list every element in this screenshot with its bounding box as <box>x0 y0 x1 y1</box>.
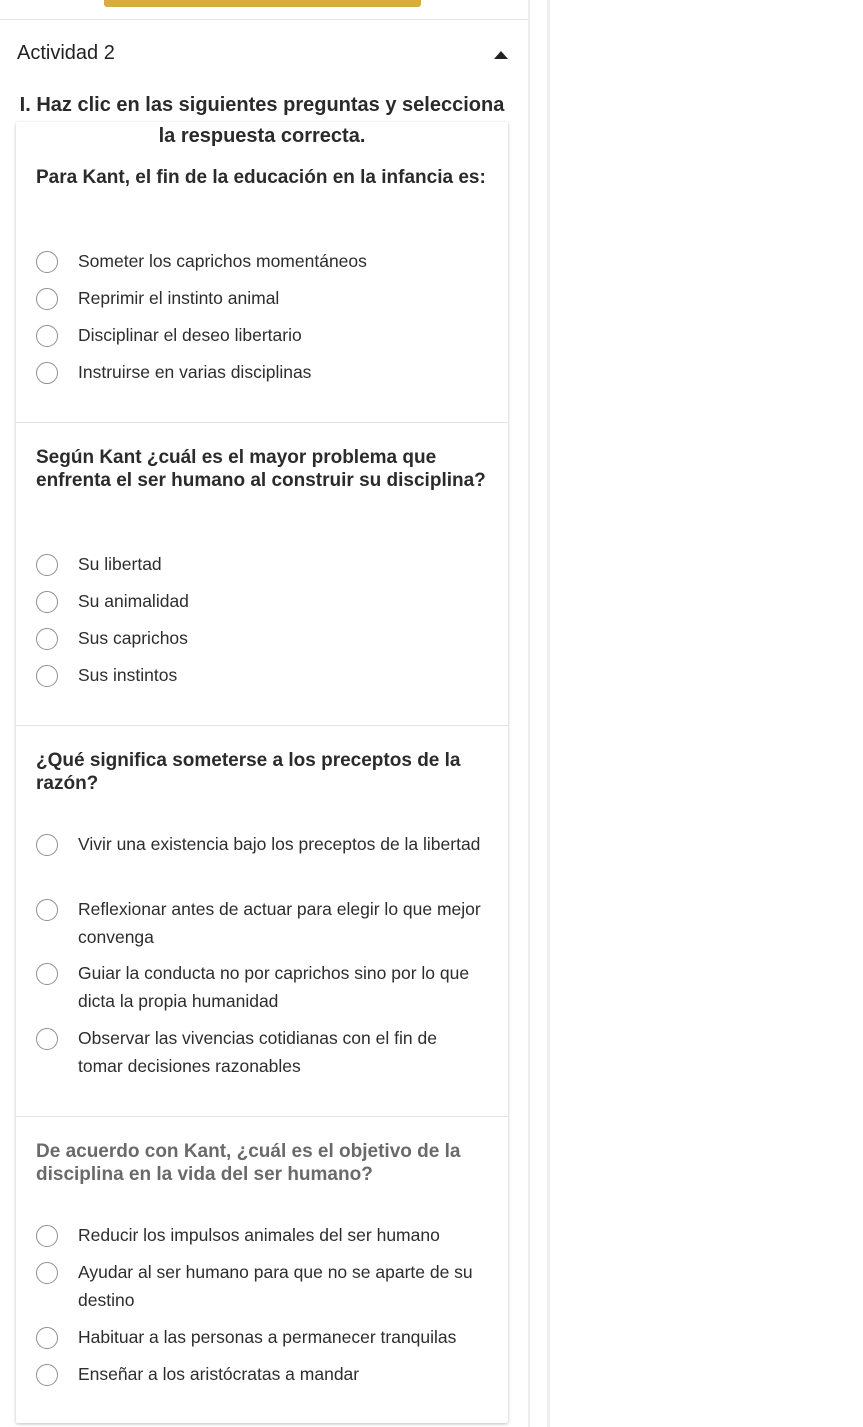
option-label: Su libertad <box>78 554 162 574</box>
radio-button[interactable] <box>36 1327 58 1349</box>
content-edge-divider <box>528 0 530 1427</box>
option-radio[interactable] <box>36 1223 486 1249</box>
question-3 <box>16 725 508 1117</box>
option-radio[interactable] <box>36 897 486 951</box>
question-1 <box>16 122 508 423</box>
option-label: Habituar a las personas a permanecer tranquilas <box>78 1327 457 1347</box>
option-label: Sus caprichos <box>78 628 188 648</box>
option-radio[interactable] <box>36 961 486 1015</box>
option-radio[interactable] <box>36 286 486 312</box>
question-text: De acuerdo con Kant, ¿cuál es el objetivo de la disciplina en la vida del ser humano? <box>36 1141 461 1185</box>
option-radio[interactable] <box>36 626 486 652</box>
option-radio[interactable] <box>36 1325 486 1351</box>
question-2 <box>16 422 508 726</box>
option-radio[interactable] <box>36 1362 486 1388</box>
option-label: Reprimir el instinto animal <box>78 288 280 308</box>
option-label: Vivir una existencia bajo los preceptos de la libertad <box>78 834 481 854</box>
activity-title: Actividad 2 <box>17 42 115 64</box>
option-label: Ayudar al ser humano para que no se aparte de su destino <box>78 1262 473 1310</box>
instructions-heading: I. Haz clic en las siguientes preguntas y selecciona la respuesta correcta. <box>19 94 505 147</box>
option-radio[interactable] <box>36 323 486 349</box>
radio-button[interactable] <box>36 834 58 856</box>
radio-button[interactable] <box>36 362 58 384</box>
option-radio[interactable] <box>36 1026 486 1080</box>
option-radio[interactable] <box>36 552 486 578</box>
radio-button[interactable] <box>36 1364 58 1386</box>
option-radio[interactable] <box>36 832 486 858</box>
option-label: Reflexionar antes de actuar para elegir lo que mejor convenga <box>78 899 481 947</box>
option-radio[interactable] <box>36 1260 486 1314</box>
option-radio[interactable] <box>36 360 486 386</box>
radio-button[interactable] <box>36 591 58 613</box>
radio-button[interactable] <box>36 665 58 687</box>
radio-button[interactable] <box>36 1028 58 1050</box>
radio-button[interactable] <box>36 628 58 650</box>
radio-button[interactable] <box>36 963 58 985</box>
question-text: Para Kant, el fin de la educación en la infancia es: <box>36 167 486 188</box>
radio-button[interactable] <box>36 1262 58 1284</box>
option-label: Su animalidad <box>78 591 189 611</box>
radio-button[interactable] <box>36 554 58 576</box>
caret-up-icon[interactable] <box>494 51 508 59</box>
option-label: Sus instintos <box>78 665 178 685</box>
radio-button[interactable] <box>36 251 58 273</box>
option-label: Observar las vivencias cotidianas con el fin de tomar decisiones razonables <box>78 1028 437 1076</box>
radio-button[interactable] <box>36 325 58 347</box>
option-radio[interactable] <box>36 589 486 615</box>
option-radio[interactable] <box>36 249 486 275</box>
option-label: Instruirse en varias disciplinas <box>78 362 312 382</box>
radio-button[interactable] <box>36 899 58 921</box>
radio-button[interactable] <box>36 1225 58 1247</box>
option-label: Reducir los impulsos animales del ser humano <box>78 1225 440 1245</box>
option-label: Disciplinar el deseo libertario <box>78 325 302 345</box>
scrollbar-track[interactable] <box>547 0 550 1427</box>
top-divider <box>0 19 528 20</box>
quiz-card <box>16 122 508 1423</box>
option-label: Guiar la conducta no por caprichos sino por lo que dicta la propia humanidad <box>78 963 470 1011</box>
question-text: ¿Qué significa someterse a los preceptos de la razón? <box>36 750 461 794</box>
accent-bar <box>104 0 421 7</box>
radio-button[interactable] <box>36 288 58 310</box>
question-4 <box>16 1116 508 1423</box>
option-label: Someter los caprichos momentáneos <box>78 251 367 271</box>
option-radio[interactable] <box>36 663 486 689</box>
question-text: Según Kant ¿cuál es el mayor problema que enfrenta el ser humano al construir su disciplina? <box>36 447 486 491</box>
option-label: Enseñar a los aristócratas a mandar <box>78 1364 360 1384</box>
